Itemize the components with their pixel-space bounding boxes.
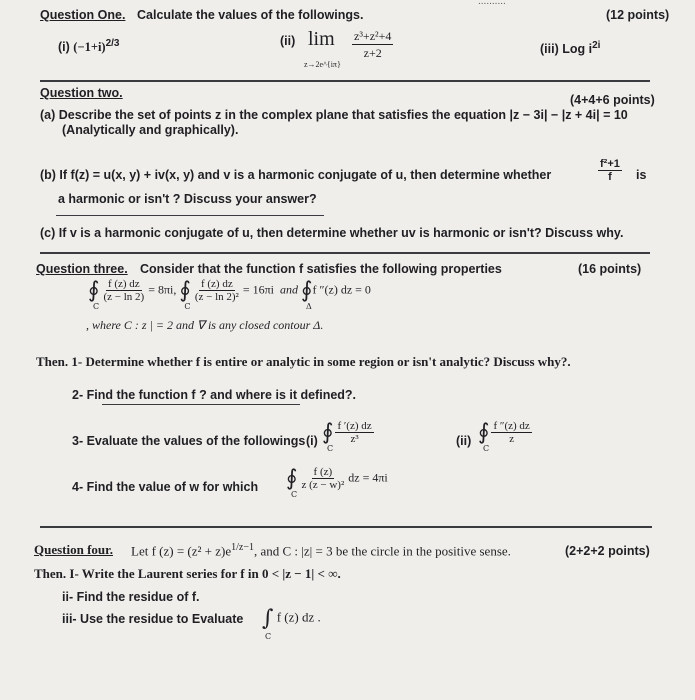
q1-part-ii-sub: z→2e^{iπ}	[304, 60, 341, 69]
q4-title: Question four.	[34, 542, 113, 557]
q3-integrals	[88, 278, 371, 311]
q3-item2-underline	[102, 404, 300, 405]
q3-prompt: Consider that the function f satisfies the following properties	[140, 262, 502, 276]
q3-int1-val: = 8πi,	[148, 282, 177, 297]
q4-iii-int	[262, 606, 321, 641]
header-stub: ..........	[478, 0, 506, 7]
q1-points: (12 points)	[606, 8, 670, 22]
q3-item3-i-num: f ′(z) dz	[337, 420, 372, 432]
q3-and: and	[280, 282, 299, 297]
q4-prompt	[131, 542, 511, 559]
divider-1	[40, 80, 650, 82]
q3-item3-i	[322, 420, 376, 453]
q3-where: , where C : z | = 2 and ∇ is any closed contour Δ.	[86, 318, 324, 332]
q2-b-frac-den: f	[608, 171, 612, 183]
q4-iii: iii- Use the residue to Evaluate	[62, 612, 244, 626]
q3-int2-val: = 16πi	[242, 282, 275, 297]
q2-a-text: (a) Describe the set of points z in the complex plane that satisfies the equation |z − 3i| − |z + 4i| = 10	[40, 108, 628, 122]
q3-item3-i-den: z³	[350, 433, 359, 445]
q4-i: Then. I- Write the Laurent series for f in 0 < |z − 1| < ∞.	[34, 566, 341, 581]
q3-item2: 2- Find the function f ? and where is it defined?.	[72, 388, 357, 402]
q1-part-i-label: (i)	[58, 40, 70, 55]
q1-part-i-exp: 2/3	[105, 38, 120, 49]
q3-int1-num: f (z) dz	[107, 278, 140, 290]
contour-integral-icon: ∮ C	[179, 278, 191, 311]
q1-prompt: Calculate the values of the followings.	[137, 8, 364, 22]
q2-b-is: is	[636, 168, 647, 182]
q2-b-frac-num: f²+1	[600, 158, 620, 170]
q1-part-ii-den: z+2	[363, 46, 382, 60]
q1-part-ii-label: (ii)	[280, 34, 296, 48]
q3-int2-num: f (z) dz	[200, 278, 233, 290]
q4-ii: ii- Find the residue of f.	[62, 590, 200, 604]
contour-integral-icon: ∮ Δ	[301, 278, 313, 311]
q4-prompt-text2: , and C : |z| = 3 be the circle in the positive sense.	[253, 543, 511, 559]
q3-item3-i-label: (i)	[306, 434, 318, 448]
q3-item4: 4- Find the value of w for which	[72, 480, 259, 494]
q1-part-ii-lim: lim	[308, 28, 335, 50]
integral-icon: ∫ C	[262, 606, 274, 641]
q3-int1-den: (z − ln 2)	[103, 291, 145, 303]
q3-then1: Then. 1- Determine whether f is entire or analytic in some region or isn't analytic? Discuss why?.	[36, 354, 571, 369]
contour-integral-icon: ∮ C	[286, 466, 298, 499]
q1-part-ii-frac	[350, 28, 395, 61]
q3-title: Question three.	[36, 262, 128, 276]
q4-points: (2+2+2 points)	[565, 544, 650, 558]
q2-b-text2: a harmonic or isn't ? Discuss your answer?	[58, 192, 317, 206]
q1-part-iii-exp: 2i	[592, 40, 601, 51]
divider-3	[40, 526, 652, 528]
q2-b-underline	[56, 215, 324, 216]
q3-item3-ii	[478, 420, 534, 453]
q2-c-text: (c) If v is a harmonic conjugate of u, then determine whether uv is harmonic or isn't? Discuss why.	[40, 226, 624, 240]
contour-integral-icon: ∮ C	[88, 278, 100, 311]
q2-b-frac	[596, 158, 624, 183]
q3-int3: f ″(z) dz = 0	[312, 282, 371, 297]
q3-item3-ii-num: f ″(z) dz	[493, 420, 530, 432]
q1-part-i-expr: (−1+i)	[73, 40, 106, 55]
q3-item4-den: z (z − w)²	[301, 479, 345, 491]
q3-item3: 3- Evaluate the values of the followings	[72, 434, 306, 448]
q1-part-iii	[540, 40, 600, 56]
q2-b-text1: (b) If f(z) = u(x, y) + iv(x, y) and v is a harmonic conjugate of u, then determine whether	[40, 168, 552, 182]
q1-part-ii	[280, 34, 295, 48]
q2-a-text2: (Analytically and graphically).	[62, 123, 239, 137]
q3-points: (16 points)	[578, 262, 642, 276]
contour-integral-icon: ∮ C	[322, 420, 334, 453]
q2-title: Question two.	[40, 86, 123, 100]
q2-points: (4+4+6 points)	[570, 93, 655, 107]
q3-item3-ii-label: (ii)	[456, 434, 472, 448]
q1-part-iii-label: (iii)	[540, 42, 559, 57]
q4-prompt-exp: 1/z−1	[231, 542, 254, 553]
q3-item4-val: dz = 4πi	[348, 470, 388, 485]
q4-prompt-text: Let f (z) = (z² + z)e	[131, 543, 232, 559]
q1-part-ii-num: z³+z²+4	[354, 29, 392, 43]
q3-int2-den: (z − ln 2)²	[194, 291, 239, 303]
q1-part-i	[58, 38, 120, 55]
q1-part-iii-expr: Log i	[562, 42, 593, 57]
q1-title: Question One.	[40, 8, 126, 22]
q3-item3-ii-den: z	[509, 433, 515, 445]
q4-iii-int-text: f (z) dz .	[276, 609, 321, 625]
q3-item4-num: f (z)	[313, 466, 333, 478]
q3-item4-int	[286, 466, 388, 499]
contour-integral-icon: ∮ C	[478, 420, 490, 453]
divider-2	[40, 252, 650, 254]
